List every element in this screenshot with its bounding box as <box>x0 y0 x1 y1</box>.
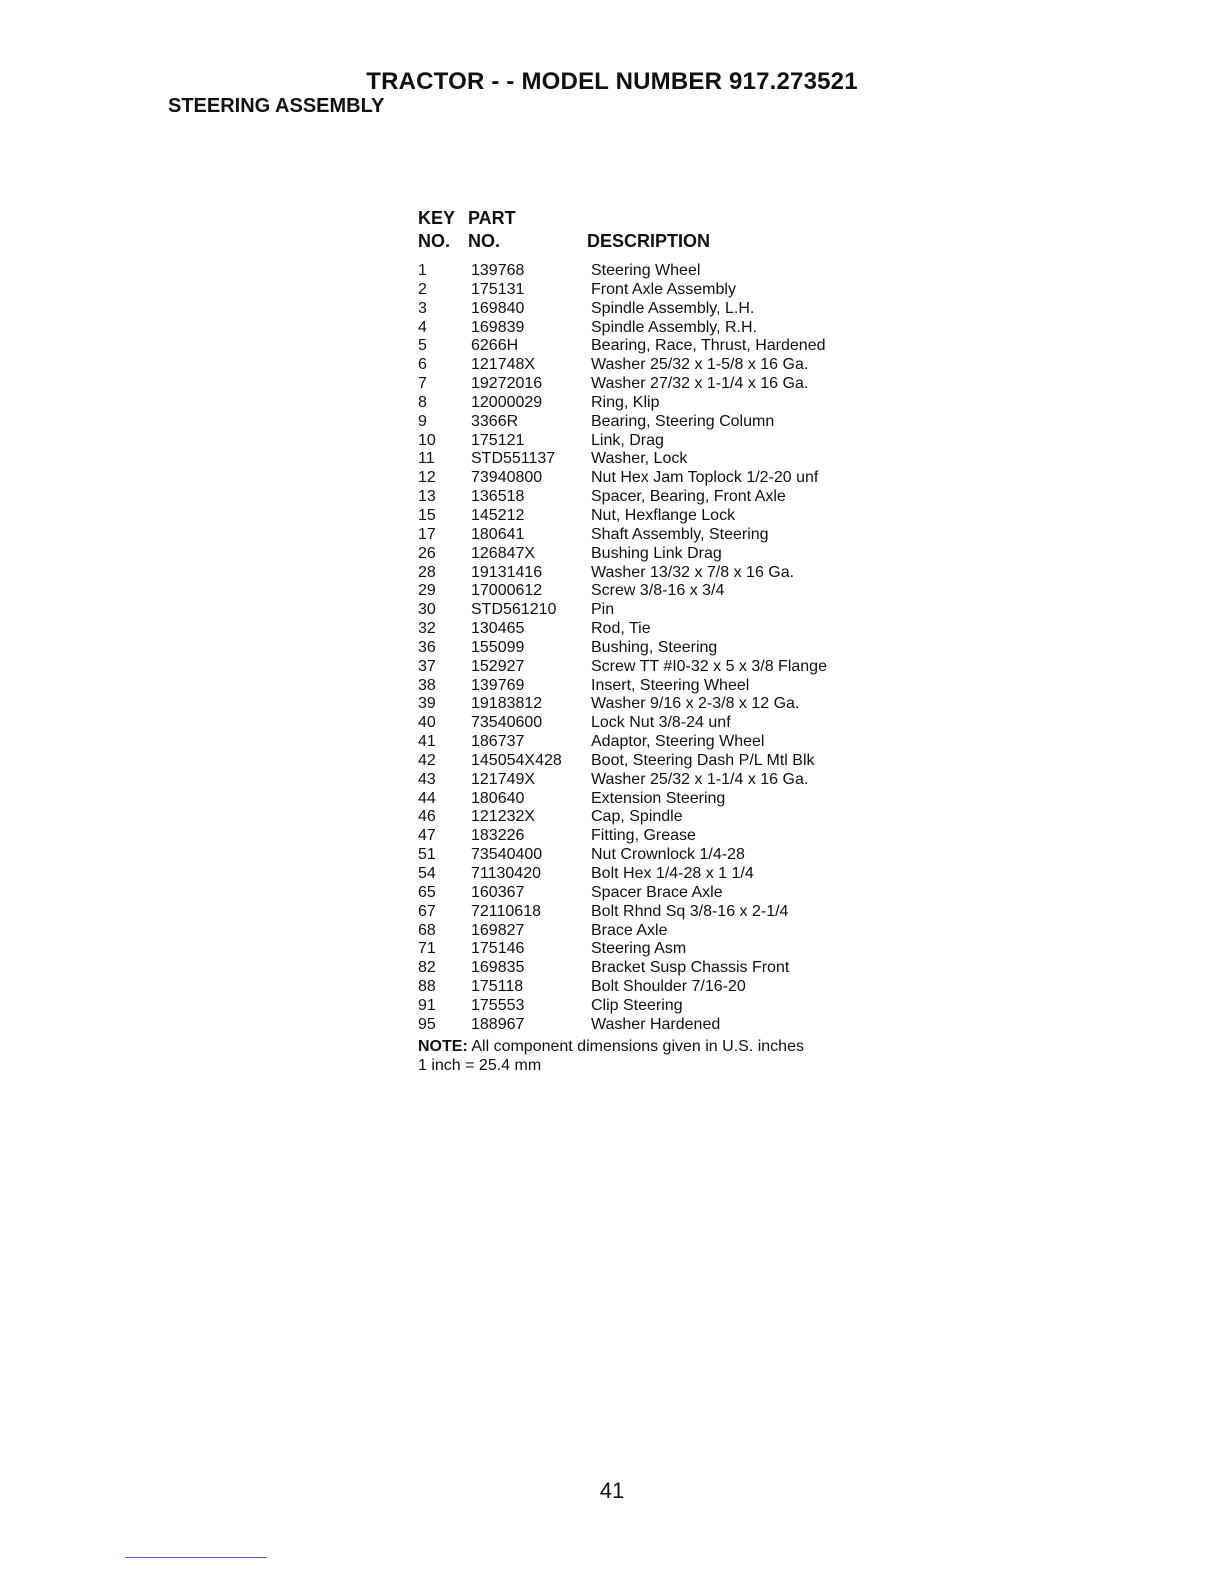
part-number: STD561210 <box>471 601 557 619</box>
key-number: 12 <box>418 469 436 487</box>
table-row <box>418 997 878 1016</box>
part-number: 169835 <box>471 959 525 977</box>
part-description: Spindle Assembly, L.H. <box>591 299 755 317</box>
table-row <box>418 545 878 564</box>
part-number: 160367 <box>471 883 525 901</box>
part-number: 175553 <box>471 996 525 1014</box>
part-description: Adaptor, Steering Wheel <box>591 733 765 751</box>
table-row <box>418 790 878 809</box>
part-description: Clip Steering <box>591 996 683 1014</box>
table-row <box>418 526 878 545</box>
part-description: Bearing, Steering Column <box>591 412 775 430</box>
key-number: 9 <box>418 412 427 430</box>
table-row <box>418 639 878 658</box>
key-number: 1 <box>418 262 427 279</box>
key-number: 47 <box>418 827 436 845</box>
part-description: Boot, Steering Dash P/L Mtl Blk <box>591 751 815 769</box>
part-number: 6266H <box>471 337 519 355</box>
table-row <box>418 940 878 959</box>
part-number: 169827 <box>471 921 525 939</box>
key-number: 28 <box>418 563 436 581</box>
table-row <box>418 808 878 827</box>
section-title: STEERING ASSEMBLY <box>168 95 385 117</box>
table-row <box>418 337 878 356</box>
table-row <box>418 375 878 394</box>
part-description: Insert, Steering Wheel <box>591 676 750 694</box>
part-number: 188967 <box>471 1015 525 1033</box>
header-description: DESCRIPTION <box>587 231 711 251</box>
note <box>418 1037 878 1075</box>
part-description: Lock Nut 3/8-24 unf <box>591 714 731 732</box>
part-number: 73540400 <box>471 846 543 864</box>
table-row <box>418 677 878 696</box>
key-number: 44 <box>418 789 436 807</box>
key-number: 68 <box>418 921 436 939</box>
key-number: 41 <box>418 733 436 751</box>
table-row <box>418 733 878 752</box>
part-description: Washer 9/16 x 2-3/8 x 12 Ga. <box>591 695 800 713</box>
table-row <box>418 846 878 865</box>
key-number: 82 <box>418 959 436 977</box>
part-description: Bushing Link Drag <box>591 544 722 562</box>
part-number: 121749X <box>471 770 536 788</box>
key-number: 17 <box>418 525 436 543</box>
table-row <box>418 1016 878 1035</box>
key-number: 51 <box>418 846 436 864</box>
key-number: 29 <box>418 582 436 600</box>
part-description: Spacer Brace Axle <box>591 883 723 901</box>
part-description: Spacer, Bearing, Front Axle <box>591 488 786 506</box>
key-number: 13 <box>418 488 436 506</box>
part-number: 19131416 <box>471 563 543 581</box>
part-number: 175131 <box>471 280 525 298</box>
part-number: 175121 <box>471 431 525 449</box>
table-row <box>418 978 878 997</box>
table-row <box>418 582 878 601</box>
key-number: 54 <box>418 865 436 882</box>
key-number: 91 <box>418 996 436 1014</box>
part-description: Cap, Spindle <box>591 808 683 826</box>
parts-list-header <box>418 208 878 260</box>
part-number: 121748X <box>471 356 536 374</box>
part-number: 169840 <box>471 299 525 317</box>
part-number: 73540600 <box>471 714 543 732</box>
part-number: 169839 <box>471 318 525 336</box>
key-number: 3 <box>418 299 427 317</box>
part-description: Nut Crownlock 1/4-28 <box>591 846 745 864</box>
part-number: 17000612 <box>471 582 543 600</box>
key-number: 26 <box>418 544 436 562</box>
part-description: Bolt Shoulder 7/16-20 <box>591 978 746 996</box>
key-number: 65 <box>418 883 436 901</box>
key-number: 40 <box>418 714 436 732</box>
note-line <box>418 1037 878 1056</box>
part-number: 155099 <box>471 638 525 656</box>
part-number: 121232X <box>471 808 536 826</box>
part-number: 180640 <box>471 789 525 807</box>
part-description: Bolt Rhnd Sq 3/8-16 x 2-1/4 <box>591 902 789 920</box>
part-description: Washer 27/32 x 1-1/4 x 16 Ga. <box>591 375 809 393</box>
table-row <box>418 564 878 583</box>
part-number: 183226 <box>471 827 525 845</box>
table-row <box>418 356 878 375</box>
table-row <box>418 488 878 507</box>
key-number: 37 <box>418 657 436 675</box>
part-description: Bolt Hex 1/4-28 x 1 1/4 <box>591 865 754 882</box>
table-row <box>418 695 878 714</box>
table-row <box>418 281 878 300</box>
part-description: Link, Drag <box>591 431 664 449</box>
key-number: 15 <box>418 506 436 524</box>
table-row <box>418 601 878 620</box>
parts-rows <box>418 262 878 1035</box>
header-key-line2: NO. <box>418 231 451 251</box>
table-row <box>418 620 878 639</box>
table-row <box>418 865 878 884</box>
table-row <box>418 903 878 922</box>
table-row <box>418 658 878 677</box>
key-number: 32 <box>418 620 436 638</box>
table-row <box>418 959 878 978</box>
part-description: Steering Wheel <box>591 262 701 279</box>
key-number: 4 <box>418 318 427 336</box>
key-number: 67 <box>418 902 436 920</box>
part-description: Brace Axle <box>591 921 668 939</box>
note-text: All component dimensions given in U.S. inches <box>471 1037 804 1055</box>
key-number: 2 <box>418 280 427 298</box>
part-number: 139769 <box>471 676 525 694</box>
part-description: Ring, Klip <box>591 393 660 411</box>
footer-rule <box>125 1557 267 1558</box>
key-number: 5 <box>418 337 427 355</box>
page-title: TRACTOR - - MODEL NUMBER 917.273521 <box>366 68 858 95</box>
part-number: 71130420 <box>471 865 541 882</box>
table-row <box>418 262 878 281</box>
part-description: Shaft Assembly, Steering <box>591 525 769 543</box>
part-number: 3366R <box>471 412 519 430</box>
part-number: 12000029 <box>471 393 543 411</box>
part-description: Front Axle Assembly <box>591 280 736 298</box>
header-key-line1: KEY <box>418 208 456 228</box>
key-number: 95 <box>418 1015 436 1033</box>
table-row <box>418 319 878 338</box>
header-part-line2: NO. <box>468 231 501 251</box>
table-row <box>418 413 878 432</box>
part-number: 130465 <box>471 620 525 638</box>
part-number: 175146 <box>471 940 525 958</box>
part-description: Washer 25/32 x 1-5/8 x 16 Ga. <box>591 356 809 374</box>
key-number: 7 <box>418 375 427 393</box>
part-number: 136518 <box>471 488 525 506</box>
key-number: 38 <box>418 676 436 694</box>
part-description: Bushing, Steering <box>591 638 718 656</box>
part-number: 180641 <box>471 525 525 543</box>
part-number: STD551137 <box>471 450 556 468</box>
table-row <box>418 394 878 413</box>
part-number: 19183812 <box>471 695 543 713</box>
part-number: 175118 <box>471 978 524 996</box>
part-number: 152927 <box>471 657 525 675</box>
part-number: 19272016 <box>471 375 543 393</box>
part-description: Nut, Hexflange Lock <box>591 506 736 524</box>
table-row <box>418 507 878 526</box>
key-number: 30 <box>418 601 436 619</box>
key-number: 11 <box>418 450 435 468</box>
part-number: 72110618 <box>471 902 541 920</box>
part-description: Nut Hex Jam Toplock 1/2-20 unf <box>591 469 819 487</box>
part-description: Washer Hardened <box>591 1015 721 1033</box>
key-number: 36 <box>418 638 436 656</box>
key-number: 10 <box>418 431 436 449</box>
header-part-line1: PART <box>468 208 516 228</box>
part-description: Rod, Tie <box>591 620 651 638</box>
part-description: Screw 3/8-16 x 3/4 <box>591 582 725 600</box>
key-number: 8 <box>418 393 427 411</box>
key-number: 39 <box>418 695 436 713</box>
table-row <box>418 300 878 319</box>
table-row <box>418 469 878 488</box>
part-description: Washer 25/32 x 1-1/4 x 16 Ga. <box>591 770 809 788</box>
part-number: 145054X428 <box>471 751 562 769</box>
key-number: 43 <box>418 770 436 788</box>
table-row <box>418 884 878 903</box>
key-number: 71 <box>418 940 436 958</box>
table-row <box>418 714 878 733</box>
part-description: Steering Asm <box>591 940 687 958</box>
part-description: Spindle Assembly, R.H. <box>591 318 757 336</box>
table-row <box>418 827 878 846</box>
parts-list <box>418 208 878 1075</box>
table-row <box>418 432 878 451</box>
note-label: NOTE: <box>418 1037 468 1055</box>
part-description: Washer, Lock <box>591 450 688 468</box>
key-number: 46 <box>418 808 436 826</box>
part-number: 139768 <box>471 262 525 279</box>
table-row <box>418 771 878 790</box>
part-description: Fitting, Grease <box>591 827 696 845</box>
part-description: Bracket Susp Chassis Front <box>591 959 790 977</box>
key-number: 6 <box>418 356 427 374</box>
key-number: 88 <box>418 978 436 996</box>
part-description: Bearing, Race, Thrust, Hardened <box>591 337 826 355</box>
part-number: 186737 <box>471 733 525 751</box>
table-row <box>418 752 878 771</box>
note-conversion: 1 inch = 25.4 mm <box>418 1056 542 1074</box>
part-number: 126847X <box>471 544 536 562</box>
key-number: 42 <box>418 751 436 769</box>
part-number: 73940800 <box>471 469 543 487</box>
part-number: 145212 <box>471 506 525 524</box>
part-description: Pin <box>591 601 615 619</box>
part-description: Extension Steering <box>591 789 726 807</box>
page-number: 41 <box>599 1478 625 1503</box>
part-description: Screw TT #I0-32 x 5 x 3/8 Flange <box>591 657 827 675</box>
part-description: Washer 13/32 x 7/8 x 16 Ga. <box>591 563 795 581</box>
table-row <box>418 450 878 469</box>
table-row <box>418 922 878 941</box>
